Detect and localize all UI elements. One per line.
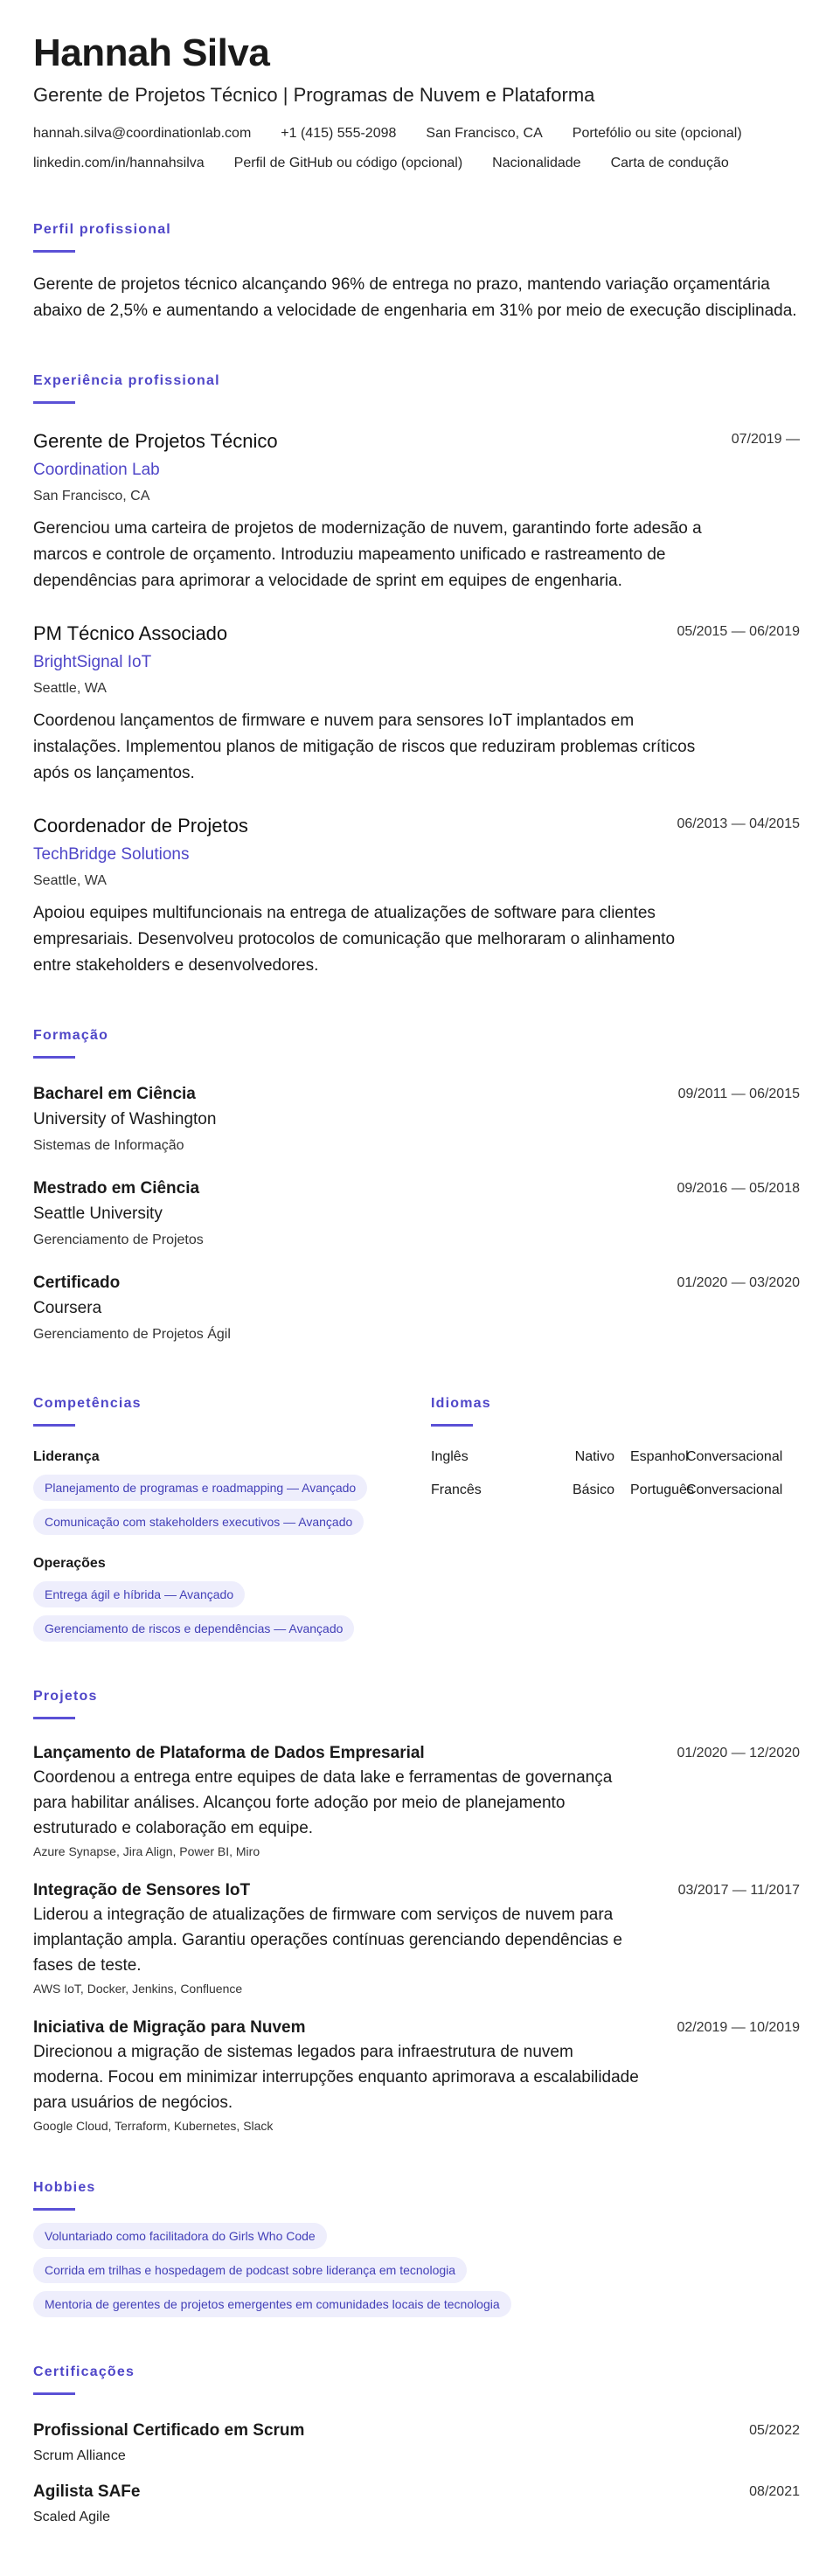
section-title-languages: Idiomas xyxy=(431,1396,491,1411)
summary-section xyxy=(33,220,800,324)
experience-item xyxy=(33,428,800,594)
project-description: Liderou a integração de atualizações de firmware com serviços de nuvem para implantação ampla. Garantiu operações contínuas gerenciando dependências e fases de teste. xyxy=(33,1906,622,1975)
skills-section xyxy=(33,1394,431,1642)
school: Coursera xyxy=(33,1299,102,1317)
skill-pill-row xyxy=(33,1509,431,1535)
projects-section xyxy=(33,1687,800,2135)
section-title-projects: Projetos xyxy=(33,1689,98,1704)
hobbies-section xyxy=(33,2178,800,2317)
company-name[interactable]: TechBridge Solutions xyxy=(33,845,190,864)
field-of-study: Sistemas de Informação xyxy=(33,1138,184,1153)
certification-issuer: Scaled Agile xyxy=(33,2510,111,2524)
job-title: Gerente de Projetos Técnico xyxy=(33,430,278,452)
section-divider xyxy=(33,2208,75,2211)
project-dates: 03/2017 — 11/2017 xyxy=(677,1883,800,1898)
contact-linkedin[interactable]: linkedin.com/in/hannahsilva xyxy=(33,156,205,170)
summary-text: Gerente de projetos técnico alcançando 96% de entrega no prazo, mantendo variação orçamentária abaixo de 2,5% e aumentando a velocidade de engenharia em 31% por meio de execução disciplinada. xyxy=(33,275,797,320)
degree: Mestrado em Ciência xyxy=(33,1179,200,1198)
skill-pill-row xyxy=(33,1475,431,1501)
skill-group-title: Operações xyxy=(33,1556,106,1571)
language-name: Inglês xyxy=(431,1449,469,1464)
contact-email[interactable]: hannah.silva@coordinationlab.com xyxy=(33,126,252,141)
contact-phone[interactable]: +1 (415) 555-2098 xyxy=(281,126,397,141)
skill-tag: Gerenciamento de riscos e dependências — Avançado xyxy=(33,1615,354,1642)
project-item xyxy=(33,1879,800,1997)
certification-date: 08/2021 xyxy=(749,2484,800,2499)
section-title-skills: Competências xyxy=(33,1396,142,1411)
project-name: Iniciativa de Migração para Nuvem xyxy=(33,2018,306,2037)
section-divider xyxy=(33,2392,75,2395)
school: Seattle University xyxy=(33,1205,163,1223)
job-dates: 05/2015 — 06/2019 xyxy=(677,624,800,639)
hobby-list xyxy=(33,2223,800,2317)
experience-section xyxy=(33,371,800,979)
headline: Gerente de Projetos Técnico | Programas de Nuvem e Plataforma xyxy=(33,84,595,106)
language-level: Conversacional xyxy=(686,1449,783,1464)
experience-item xyxy=(33,621,800,787)
contact-github[interactable]: Perfil de GitHub ou código (opcional) xyxy=(233,156,463,170)
project-name: Integração de Sensores IoT xyxy=(33,1881,251,1899)
job-description: Coordenou lançamentos de firmware e nuvem para sensores IoT implantados em instalações. Implementou planos de mitigação de riscos que reduziram problemas críticos após os lançamentos. xyxy=(33,712,696,782)
language-level: Básico xyxy=(572,1482,614,1497)
contact-nationality: Nacionalidade xyxy=(492,156,581,170)
job-title: PM Técnico Associado xyxy=(33,622,228,644)
hobby-tag: Voluntariado como facilitadora do Girls Who Code xyxy=(33,2223,327,2249)
degree: Certificado xyxy=(33,1274,121,1292)
certification-date: 05/2022 xyxy=(749,2423,800,2438)
certification-item xyxy=(33,2481,800,2528)
hobby-tag: Mentoria de gerentes de projetos emergentes em comunidades locais de tecnologia xyxy=(33,2291,511,2317)
project-tech-stack: AWS IoT, Docker, Jenkins, Confluence xyxy=(33,1982,243,1996)
project-item xyxy=(33,1742,800,1860)
company-name[interactable]: Coordination Lab xyxy=(33,461,160,479)
section-title-education: Formação xyxy=(33,1028,109,1043)
section-title-summary: Perfil profissional xyxy=(33,222,171,237)
company-name[interactable]: BrightSignal IoT xyxy=(33,653,152,671)
language-level: Nativo xyxy=(574,1449,614,1464)
job-dates: 06/2013 — 04/2015 xyxy=(677,816,800,831)
language-row xyxy=(431,1481,798,1500)
skill-pill-row xyxy=(33,1581,431,1607)
skills-languages-row xyxy=(33,1394,800,1642)
certifications-section xyxy=(33,2363,800,2528)
education-dates: 09/2016 — 05/2018 xyxy=(677,1181,800,1196)
field-of-study: Gerenciamento de Projetos xyxy=(33,1232,204,1247)
contact-portfolio[interactable]: Portefólio ou site (opcional) xyxy=(572,126,742,141)
hobby-pill-row xyxy=(33,2257,800,2283)
project-description: Direcionou a migração de sistemas legados para infraestrutura de nuvem moderna. Focou em minimizar interrupções enquanto aprimorava a escalabilidade para usuários de negócios. xyxy=(33,2043,639,2112)
skill-tag: Planejamento de programas e roadmapping — Avançado xyxy=(33,1475,367,1501)
section-title-certifications: Certificações xyxy=(33,2364,135,2379)
job-location: Seattle, WA xyxy=(33,681,107,696)
project-name: Lançamento de Plataforma de Dados Empresarial xyxy=(33,1744,425,1762)
field-of-study: Gerenciamento de Projetos Ágil xyxy=(33,1327,231,1342)
section-divider xyxy=(33,1424,75,1427)
candidate-name: Hannah Silva xyxy=(33,31,270,74)
school: University of Washington xyxy=(33,1110,217,1128)
hobby-pill-row xyxy=(33,2223,800,2249)
job-description: Gerenciou uma carteira de projetos de modernização de nuvem, garantindo forte adesão a marcos e controle de orçamento. Introduziu mapeamento unificado e rastreamento de dependências para aprimorar a velocidade de sprint em equipes de engenharia. xyxy=(33,519,702,590)
education-item xyxy=(33,1177,800,1251)
job-location: San Francisco, CA xyxy=(33,489,150,503)
project-tech-stack: Azure Synapse, Jira Align, Power BI, Miro xyxy=(33,1844,260,1858)
degree: Bacharel em Ciência xyxy=(33,1085,196,1103)
contact-driving-license: Carta de condução xyxy=(610,156,729,170)
language-name: Português xyxy=(630,1482,694,1497)
contact-location: San Francisco, CA xyxy=(426,126,543,141)
section-divider xyxy=(431,1424,473,1427)
section-title-hobbies: Hobbies xyxy=(33,2180,96,2195)
job-dates: 07/2019 — xyxy=(731,432,800,447)
section-divider xyxy=(33,1056,75,1059)
project-description: Coordenou a entrega entre equipes de data lake e ferramentas de governança para habilitar análises. Alcançou forte adoção por meio de planejamento estruturado e colaboração em equipe. xyxy=(33,1768,613,1837)
education-item xyxy=(33,1083,800,1156)
education-dates: 01/2020 — 03/2020 xyxy=(677,1275,800,1290)
job-location: Seattle, WA xyxy=(33,873,107,888)
education-dates: 09/2011 — 06/2015 xyxy=(677,1087,800,1101)
language-level: Conversacional xyxy=(686,1482,783,1497)
certification-item xyxy=(33,2420,800,2467)
education-item xyxy=(33,1272,800,1345)
language-row xyxy=(431,1448,798,1467)
contact-info xyxy=(33,124,800,173)
education-section xyxy=(33,1026,800,1345)
skill-tag: Entrega ágil e híbrida — Avançado xyxy=(33,1581,245,1607)
language-name: Espanhol xyxy=(630,1449,689,1464)
section-divider xyxy=(33,401,75,404)
job-title: Coordenador de Projetos xyxy=(33,815,248,837)
languages-section xyxy=(431,1394,798,1642)
project-tech-stack: Google Cloud, Terraform, Kubernetes, Slack xyxy=(33,2119,274,2133)
hobby-tag: Corrida em trilhas e hospedagem de podcast sobre liderança em tecnologia xyxy=(33,2257,467,2283)
section-divider xyxy=(33,250,75,253)
project-dates: 01/2020 — 12/2020 xyxy=(677,1746,800,1760)
skill-pill-row xyxy=(33,1615,431,1642)
section-divider xyxy=(33,1717,75,1719)
language-name: Francês xyxy=(431,1482,482,1497)
certification-name: Profissional Certificado em Scrum xyxy=(33,2421,305,2440)
skill-group-title: Liderança xyxy=(33,1449,100,1464)
experience-item xyxy=(33,813,800,979)
project-item xyxy=(33,2017,800,2135)
certification-name: Agilista SAFe xyxy=(33,2482,141,2501)
skill-tag: Comunicação com stakeholders executivos — Avançado xyxy=(33,1509,364,1535)
job-description: Apoiou equipes multifuncionais na entrega de atualizações de software para clientes empresariais. Desenvolveu protocolos de comunicação que melhoraram o alinhamento entre stakeholders e desenvolvedores. xyxy=(33,904,676,975)
certification-issuer: Scrum Alliance xyxy=(33,2448,126,2463)
project-dates: 02/2019 — 10/2019 xyxy=(677,2020,800,2035)
hobby-pill-row xyxy=(33,2291,800,2317)
section-title-experience: Experiência profissional xyxy=(33,373,220,388)
